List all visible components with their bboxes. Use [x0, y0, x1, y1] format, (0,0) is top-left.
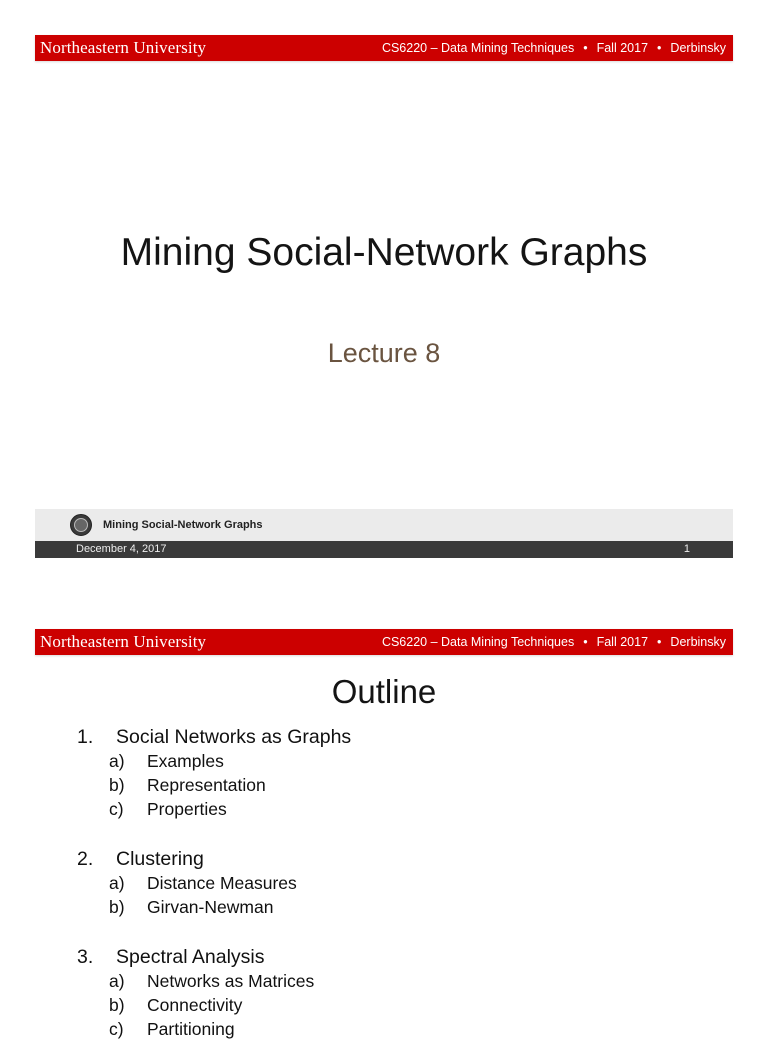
- course-instructor: Derbinsky: [670, 635, 726, 649]
- outline-subitem: [35, 750, 733, 774]
- subitem-letter: a): [109, 751, 125, 771]
- subitem-letter: a): [109, 971, 125, 991]
- section-label: Social Networks as Graphs: [116, 726, 352, 748]
- section-label: Clustering: [116, 848, 204, 870]
- university-name: Northeastern University: [40, 38, 207, 57]
- subitem-label: Properties: [147, 799, 227, 819]
- outline-subitem: [35, 1018, 733, 1042]
- slide-1: [35, 35, 733, 559]
- section-label: Spectral Analysis: [116, 946, 265, 968]
- outline-subitem: [35, 872, 733, 896]
- subitem-label: Examples: [147, 751, 224, 771]
- slide-header-banner: [35, 629, 733, 655]
- section-number: 2.: [77, 848, 94, 870]
- university-name: Northeastern University: [40, 632, 207, 651]
- outline-subitem: [35, 774, 733, 798]
- subitem-label: Networks as Matrices: [147, 971, 315, 991]
- outline-subitem: [35, 896, 733, 920]
- slide-header-banner: [35, 35, 733, 61]
- subitem-label: Partitioning: [147, 1019, 235, 1039]
- course-info: [382, 635, 726, 649]
- subitem-letter: b): [109, 775, 125, 795]
- outline-section: [35, 726, 733, 750]
- course-name: CS6220 – Data Mining Techniques: [381, 635, 575, 649]
- outline-section: [35, 848, 733, 872]
- slide-2: [35, 629, 733, 1039]
- outline-subitem: [35, 994, 733, 1018]
- outline-section: [35, 946, 733, 970]
- page-number: 1: [683, 543, 690, 555]
- slide-title: Mining Social-Network Graphs: [120, 231, 648, 274]
- subitem-letter: b): [109, 897, 125, 917]
- outline-list: [35, 726, 733, 1042]
- course-info: [382, 41, 726, 55]
- outline-subitem: [35, 798, 733, 822]
- subitem-label: Girvan-Newman: [147, 897, 274, 917]
- section-number: 1.: [77, 726, 94, 748]
- subitem-letter: c): [109, 799, 124, 819]
- section-number: 3.: [77, 946, 94, 968]
- slide-footer: [35, 509, 733, 541]
- separator-dot: •: [583, 635, 588, 649]
- subitem-label: Distance Measures: [147, 873, 297, 893]
- subitem-label: Connectivity: [147, 995, 243, 1015]
- university-seal-icon: [70, 514, 92, 536]
- subitem-letter: a): [109, 873, 125, 893]
- course-term: Fall 2017: [596, 635, 649, 649]
- slide-subtitle: Lecture 8: [327, 338, 441, 368]
- course-name: CS6220 – Data Mining Techniques: [381, 41, 575, 55]
- footer-date: December 4, 2017: [76, 543, 167, 555]
- course-term: Fall 2017: [596, 41, 649, 55]
- subitem-letter: c): [109, 1019, 124, 1039]
- subitem-letter: b): [109, 995, 125, 1015]
- footer-title: Mining Social-Network Graphs: [103, 519, 263, 531]
- separator-dot: •: [583, 41, 588, 55]
- outline-subitem: [35, 970, 733, 994]
- separator-dot: •: [657, 41, 662, 55]
- separator-dot: •: [657, 635, 662, 649]
- slide-footer-bar: [35, 541, 733, 558]
- course-instructor: Derbinsky: [670, 41, 726, 55]
- subitem-label: Representation: [147, 775, 266, 795]
- slide-title: Outline: [331, 673, 437, 710]
